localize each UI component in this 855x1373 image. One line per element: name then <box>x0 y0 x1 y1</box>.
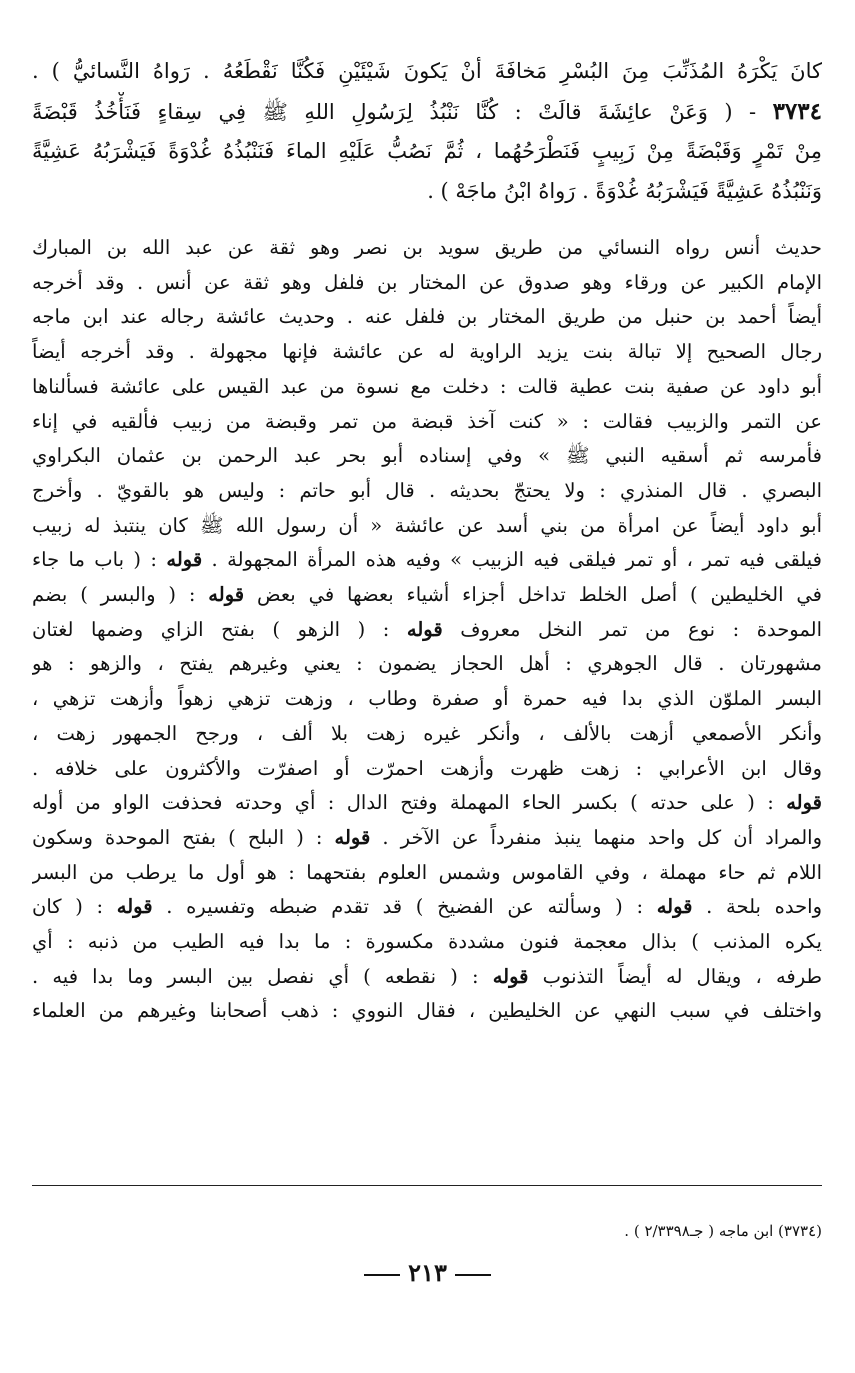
commentary-line <box>32 682 822 717</box>
commentary-text: وأنكر الأصمعي أزهت بالألف ، وأنكر غيره زهت بلا ألف ، ورجح الجمهور زهت ، <box>32 721 822 745</box>
commentary-line <box>32 578 822 613</box>
keyword-qawluh: قوله <box>492 964 529 988</box>
hadith-line: وَنَنْبُذُهُ عَشِيَّةً فَيَشْرَبُهُ غُدْوَةً . رَواهُ ابْنُ ماجَهْ ) . <box>427 178 822 203</box>
commentary-text: فيلقى فيه تمر ، أو تمر فيلقى فيه الزبيب » وفيه هذه المرأة المجهولة . <box>202 548 822 572</box>
commentary-line <box>32 890 822 925</box>
keyword-qawluh: قوله <box>334 825 371 849</box>
commentary-line <box>32 335 822 370</box>
commentary-line <box>32 231 822 266</box>
commentary-text: الإمام الكبير عن ورقاء وهو صدوق عن المختار بن فلفل وهو ثقة عن أنس . وقد أخرجه <box>32 270 822 294</box>
hadith-line-text: - ( وَعَنْ عائِشَةَ قالَتْ : كُنَّا نَنْبُذُ لِرَسُولِ اللهِ ﷺ فِي سِقاءٍ فَنَأْخُذُ قَبْضَةً <box>32 99 773 124</box>
commentary-line <box>32 405 822 440</box>
commentary-line <box>32 994 822 1029</box>
page-number-value: ٢١٣ <box>408 1258 447 1287</box>
hadith-line: كانَ يَكْرَهُ المُذَنِّبَ مِنَ البُسْرِ مَخافَةَ أنْ يَكونَ شَيْئَيْنِ فَكُنَّا نَقْطَعُهُ . رَواهُ النَّسائيُّ ) . <box>32 59 822 83</box>
commentary-text: والمراد أن كل واحد منهما ينبذ منفرداً عن الآخر . <box>370 825 822 849</box>
page-number <box>0 1258 855 1287</box>
commentary-text: : ( باب ما جاء <box>32 548 167 572</box>
footnote: (٣٧٣٤) ابن ماجه ( جـ٢/٣٣٩٨ ) . <box>624 1222 822 1240</box>
commentary-text: واختلف في سبب النهي عن الخليطين ، فقال النووي : ذهب أصحابنا وغيرهم من العلماء <box>32 999 822 1023</box>
commentary-text: : ( كان <box>32 895 117 919</box>
keyword-qawluh: قوله <box>208 583 245 607</box>
commentary-text: البصري . قال المنذري : ولا يحتجّ بحديثه . قال أبو حاتم : وليس هو بالقويّ . وأخرج <box>32 478 822 502</box>
commentary-text: : ( الزهو ) بفتح الزاي وضمها لغتان <box>32 617 407 641</box>
commentary-line <box>32 647 822 682</box>
commentary-text: حديث أنس رواه النسائي من طريق سويد بن نصر وهو ثقة عن عبد الله بن المبارك <box>32 236 822 259</box>
commentary-text: يكره المذنب ) بذال معجمة فنون مشددة مكسورة : ما بدا فيه الطيب من ذنبه : أي <box>32 930 822 954</box>
commentary-line <box>32 613 822 648</box>
commentary-line <box>32 752 822 787</box>
commentary-text: واحده بلحة . <box>692 895 822 919</box>
commentary-line <box>32 960 822 995</box>
commentary-line <box>32 786 822 821</box>
page-number-dash <box>455 1274 491 1276</box>
hadith-block <box>32 52 822 211</box>
page-body <box>32 52 822 1029</box>
commentary-line <box>32 370 822 405</box>
commentary-line <box>32 439 822 474</box>
commentary-text: أبو داود عن صفية بنت عطية قالت : دخلت مع نسوة من عبد القيس على عائشة فسألناها <box>32 374 822 398</box>
hadith-line: مِنْ تَمْرٍ وَقَبْضَةً مِنْ زَبِيبٍ فَنَطْرَحُهُما ، ثُمَّ نَصُبُّ عَلَيْهِ الماءَ فَنَنْبُذُهُ غُدْوَةً فَيَشْرَبُهُ عَشِيَّةً <box>32 139 822 163</box>
commentary-text: : ( على حدته ) بكسر الحاء المهملة وفتح الدال : أي وحدته فحذفت الواو من أوله <box>32 791 787 815</box>
commentary-text: فأمرسه ثم أسقيه النبي ﷺ » وفي إسناده أبو بحر عبد الرحمن بن عثمان البكراوي <box>32 444 822 468</box>
commentary-text: اللام ثم حاء مهملة ، وفي القاموس وشمس العلوم بفتحهما : هو أول ما يرطب من البسر <box>32 860 822 884</box>
commentary-text: : ( وسألته عن الفضيخ ) قد تقدم ضبطه وتفسيره . <box>152 895 657 919</box>
commentary-text: في الخليطين ) أصل الخلط تداخل أجزاء أشياء بعضها في بعض <box>244 583 822 607</box>
commentary-line <box>32 856 822 891</box>
footnote-divider <box>32 1185 822 1186</box>
commentary-line <box>32 266 822 301</box>
commentary-text: أيضاً أحمد بن حنبل من طريق المختار بن فلفل عنه . وحديث عائشة رجاله عند ابن ماجه <box>32 305 822 329</box>
commentary-text: : ( البلح ) بفتح الموحدة وسكون <box>32 825 335 849</box>
commentary-text: رجال الصحيح إلا تبالة بنت يزيد الراوية له عن عائشة فإنها مجهولة . وقد أخرجه أيضاً <box>32 340 822 364</box>
keyword-qawluh: قوله <box>166 548 203 572</box>
commentary-line <box>32 474 822 509</box>
keyword-qawluh: قوله <box>656 895 693 919</box>
commentary-line <box>32 300 822 335</box>
hadith-number: ٣٧٣٤ <box>772 97 822 125</box>
page-number-dash <box>364 1274 400 1276</box>
keyword-qawluh: قوله <box>116 895 153 919</box>
commentary-text: مشهورتان . قال الجوهري : أهل الحجاز يضمون : يعني وغيرهم يفتح ، والزهو : هو <box>32 652 822 676</box>
commentary-block <box>32 231 822 1029</box>
commentary-text: وقال ابن الأعرابي : زهت ظهرت وأزهت احمرّت أو اصفرّت والأكثرون على خلافه . <box>32 756 822 780</box>
commentary-line <box>32 509 822 544</box>
commentary-line <box>32 925 822 960</box>
commentary-text: : ( والبسر ) بضم <box>32 583 209 607</box>
commentary-text: طرفه ، ويقال له أيضاً التذنوب <box>528 964 822 988</box>
keyword-qawluh: قوله <box>406 617 443 641</box>
commentary-line <box>32 717 822 752</box>
commentary-text: البسر الملوّن الذي بدا فيه حمرة أو صفرة وطاب ، وزهت تزهي زهواً وأزهت تزهي ، <box>32 687 822 711</box>
commentary-text: عن التمر والزبيب فقالت : « كنت آخذ قبضة من تمر وقبضة من زبيب فألقيه في إناء <box>32 409 822 433</box>
commentary-text: الموحدة : نوع من تمر النخل معروف <box>442 617 822 641</box>
commentary-text: أبو داود أيضاً عن امرأة من بني أسد عن عائشة « أن رسول الله ﷺ كان ينتبذ له زبيب <box>32 513 822 537</box>
keyword-qawluh: قوله <box>786 791 822 815</box>
hadith-line <box>32 92 822 133</box>
commentary-text: : ( نقطعه ) أي نفصل بين البسر وما بدا فيه . <box>32 964 493 988</box>
commentary-line <box>32 543 822 578</box>
commentary-line <box>32 821 822 856</box>
